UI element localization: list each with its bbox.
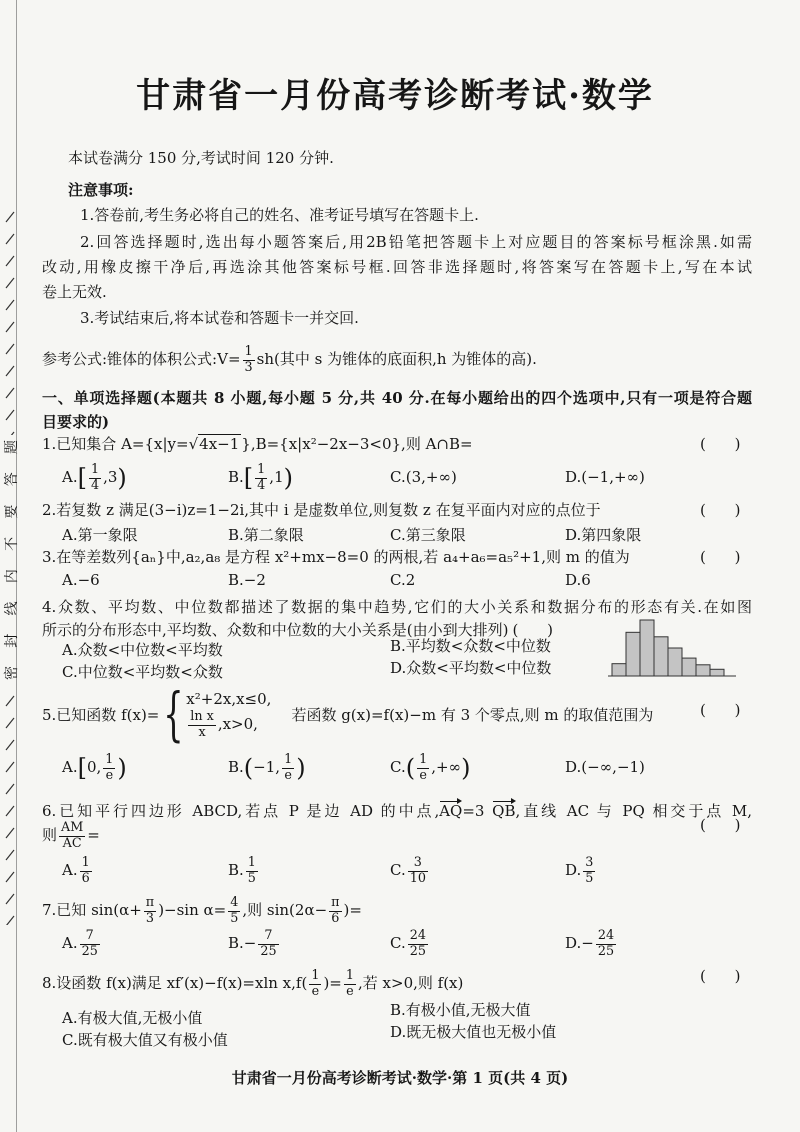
notice-item-3: 3.考试结束后,将本试卷和答题卡一并交回.: [80, 309, 359, 327]
q4-option-b: B.平均数<众数<中位数: [390, 637, 551, 655]
close-bracket: ): [283, 464, 293, 492]
q3-option-a: A.−6: [62, 571, 100, 589]
exam-intro: 本试卷满分 150 分,考试时间 120 分钟.: [68, 149, 334, 167]
notice-item-2-line-1: 2.回答选择题时,选出每小题答案后,用2B铅笔把答题卡上对应题目的答案标号框涂黑.如需: [80, 233, 752, 251]
case-2-condition: ,x>0,: [217, 715, 258, 733]
fraction-denominator: 3: [244, 359, 253, 375]
fraction-denominator: 10: [409, 870, 426, 886]
fraction-numerator: 7: [258, 929, 278, 945]
option-label: B.: [228, 758, 244, 776]
q2-stem: 2.若复数 z 满足(3−i)z=1−2i,其中 i 是虚数单位,则复数 z 在复平面内对应的点位于: [42, 501, 601, 519]
option-fraction: [80, 929, 100, 959]
option-label: D.: [565, 861, 582, 879]
q6-option-d: [565, 855, 597, 886]
fraction-numerator: 1: [81, 854, 90, 870]
fraction-denominator: e: [311, 983, 320, 999]
reference-formula: [42, 344, 537, 375]
q3-answer-paren: ( ): [700, 548, 753, 566]
option-fraction: [80, 856, 92, 886]
q7-part-2: )−sin α=: [158, 901, 227, 919]
option-label: C.: [390, 758, 406, 776]
minus-sign: −: [243, 934, 257, 952]
q6-stem-line-2: [42, 820, 100, 851]
q4-option-a: A.众数<中位数<平均数: [62, 641, 223, 659]
fraction-numerator: ln x: [190, 708, 214, 724]
histogram-bar: [654, 637, 668, 676]
q6-option-a: [62, 855, 94, 886]
histogram-bar: [626, 632, 640, 676]
histogram-bar: [640, 620, 654, 676]
q4-stem-line-1: 4.众数、平均数、中位数都描述了数据的集中趋势,它们的大小关系和数据分布的形态有关.在如图: [42, 598, 752, 616]
q7-part-1: 7.已知 sin(α+: [42, 901, 142, 919]
distribution-histogram: [604, 612, 740, 680]
option-rest: ,1: [269, 468, 284, 486]
fraction-numerator: 4: [230, 894, 239, 910]
q6-stem-mid: =3: [462, 802, 493, 820]
option-label: A.: [62, 758, 78, 776]
q6-answer-paren: ( ): [700, 816, 753, 834]
fraction-denominator: 6: [81, 870, 90, 886]
fraction-numerator: 1: [257, 461, 266, 477]
piecewise-case-1: x²+2x,x≤0,: [186, 689, 272, 708]
fraction-numerator: 3: [408, 856, 428, 872]
q5-option-b: [228, 752, 306, 783]
fraction-numerator: π: [145, 894, 155, 910]
fraction-denominator: 6: [331, 910, 340, 926]
exam-title: 甘肃省一月份高考诊断考试·数学: [136, 76, 654, 116]
piecewise-brace: [164, 685, 184, 743]
option-fraction: [583, 856, 595, 886]
fraction-numerator: 1: [284, 751, 293, 767]
q3-stem: 3.在等差数列{aₙ}中,a₂,a₈ 是方程 x²+mx−8=0 的两根,若 a₄+a₆=a₅²+1,则 m 的值为: [42, 548, 630, 566]
notice-item-1: 1.答卷前,考生务必将自己的姓名、准考证号填写在答题卡上.: [80, 206, 479, 224]
q3-option-c: C.2: [390, 571, 416, 589]
section-heading-line-2: 目要求的): [42, 413, 110, 431]
q6-stem-post: ,直线 AC 与 PQ 相交于点 M,: [515, 802, 752, 820]
q3-option-d: D.6: [565, 571, 591, 589]
fraction-denominator: x: [198, 724, 206, 740]
q4-option-d: D.众数<平均数<中位数: [390, 659, 552, 677]
q7-part-3: ,则 sin(2α−: [242, 901, 328, 919]
histogram-bar: [710, 669, 724, 676]
fraction-denominator: 25: [81, 943, 98, 959]
fraction-denominator: 25: [260, 943, 277, 959]
q8-answer-paren: ( ): [700, 967, 753, 985]
option-label: B.: [228, 861, 244, 879]
q6-option-b: [228, 855, 260, 886]
case-fraction: [188, 710, 216, 740]
open-bracket: (: [405, 754, 416, 782]
formula-suffix: sh(其中 s 为锥体的底面积,h 为锥体的高).: [256, 350, 537, 368]
option-pre: 0,: [86, 758, 102, 776]
option-label: C.: [390, 861, 406, 879]
fraction-denominator: 25: [409, 943, 426, 959]
q1-stem-post: },B={x|x²−2x−3<0},则 A∩B=: [241, 435, 473, 453]
q8-fraction-2: [344, 969, 356, 999]
q5-stem: [42, 681, 653, 747]
fraction-numerator: 1: [311, 967, 320, 983]
fraction-denominator: 4: [90, 477, 100, 493]
q2-option-c: C.第三象限: [390, 526, 466, 544]
q1-stem-pre: 1.已知集合 A={x|y=: [42, 435, 189, 453]
q2-answer-paren: ( ): [700, 501, 753, 519]
histogram-bar: [696, 665, 710, 676]
histogram-bar: [682, 658, 696, 676]
fraction-numerator: 7: [80, 929, 100, 945]
option-label: C.: [390, 934, 406, 952]
q1-stem: [42, 434, 473, 454]
q8-part-1: 8.设函数 f(x)满足 xf′(x)−f(x)=xln x,f(: [42, 974, 308, 992]
q7-option-b: [228, 928, 281, 959]
fraction-denominator: e: [419, 767, 427, 783]
seal-line-notice: 密封线内不要答题: [4, 440, 20, 680]
fraction-numerator: π: [331, 894, 340, 910]
q7-option-a: [62, 928, 102, 959]
q5-stem-pre: 5.已知函数 f(x)=: [42, 705, 160, 724]
option-rest: ,3: [103, 468, 118, 486]
option-label: A.: [62, 861, 78, 879]
q1-option-d: D.(−1,+∞): [565, 468, 645, 486]
q5-option-c: [390, 752, 470, 783]
section-heading-line-1: 一、单项选择题(本题共 8 小题,每小题 5 分,共 40 分.在每小题给出的四个选项中,只有一项是符合题: [42, 389, 752, 407]
notice-item-2-line-3: 卷上无效.: [42, 283, 107, 301]
fraction-numerator: 1: [90, 461, 100, 477]
piecewise-cases: [186, 688, 271, 740]
option-label: B.: [228, 468, 244, 486]
q7-option-d: [565, 928, 618, 959]
option-fraction: [246, 856, 258, 886]
q8-stem: [42, 968, 463, 999]
fraction-denominator: 5: [230, 910, 239, 926]
fraction-denominator: 5: [247, 870, 256, 886]
option-fraction: [255, 463, 267, 493]
fraction-denominator: e: [284, 767, 292, 783]
close-bracket: ): [461, 754, 471, 782]
option-fraction: [596, 929, 616, 959]
q3-option-b: B.−2: [228, 571, 266, 589]
q1-option-b: [228, 462, 293, 493]
q8-part-3: ,若 x>0,则 f(x): [358, 974, 464, 992]
page-footer: 甘肃省一月份高考诊断考试·数学·第 1 页(共 4 页): [231, 1069, 569, 1087]
fraction-numerator: AM: [61, 819, 84, 835]
q7-stem: [42, 895, 362, 926]
q1-option-c: C.(3,+∞): [390, 468, 457, 486]
fraction-denominator: e: [105, 767, 114, 783]
fraction-denominator: e: [346, 983, 354, 999]
q7-fraction-1: [144, 896, 156, 926]
q8-option-d: D.既无极大值也无极小值: [390, 1023, 557, 1041]
fraction-numerator: 1: [419, 751, 428, 767]
sqrt-radicand: 4x−1: [199, 435, 240, 453]
q2-option-b: B.第二象限: [228, 526, 304, 544]
q2-option-d: D.第四象限: [565, 526, 642, 544]
open-bracket: [: [77, 464, 87, 492]
q4-answer-paren: ( ): [512, 621, 565, 639]
q5-answer-paren: ( ): [700, 701, 753, 719]
q5-option-d: D.(−∞,−1): [565, 758, 645, 776]
fraction-numerator: 24: [409, 927, 426, 943]
option-fraction: [258, 929, 278, 959]
histogram-bar: [612, 664, 626, 676]
close-bracket: ): [117, 754, 127, 782]
q8-option-c: C.既有极大值又有极小值: [62, 1031, 228, 1049]
fraction-denominator: 5: [585, 870, 594, 886]
sqrt-expression: [189, 434, 242, 453]
close-bracket: ): [117, 464, 127, 492]
notice-heading: 注意事项:: [68, 181, 134, 199]
q5-option-a: [62, 752, 127, 783]
notice-item-2-line-2: 改动,用橡皮擦干净后,再选涂其他答案标号框.回答非选择题时,将答案写在答题卡上,写在本试: [42, 258, 752, 276]
fraction-numerator: 1: [345, 967, 354, 983]
piecewise-case-2: [186, 710, 271, 740]
q7-fraction-2: [228, 896, 240, 926]
fraction-numerator: 1: [244, 343, 253, 359]
q6-stem-line-1: [42, 801, 752, 821]
minus-sign: −: [581, 934, 594, 952]
q6-option-c: [390, 855, 430, 886]
q7-option-c: [390, 928, 430, 959]
option-fraction: [282, 753, 294, 783]
q1-answer-paren: ( ): [700, 435, 753, 453]
q7-part-4: )=: [343, 901, 362, 919]
option-label: B.: [228, 934, 244, 952]
q6-stem-pre: 6.已知平行四边形 ABCD,若点 P 是边 AD 的中点,: [42, 802, 440, 820]
option-post: ,+∞: [431, 758, 462, 776]
fraction-denominator: 3: [145, 910, 155, 926]
open-bracket: (: [243, 754, 254, 782]
q4-stem-line-2-text: 所示的分布形态中,平均数、众数和中位数的大小关系是(由小到大排列): [42, 621, 509, 639]
vector-aq: AQ: [439, 802, 463, 820]
option-fraction: [417, 753, 429, 783]
open-bracket: [: [243, 464, 254, 492]
option-fraction: [103, 753, 115, 783]
fraction-numerator: 1: [105, 751, 114, 767]
q1-option-a: [62, 462, 127, 493]
fraction-denominator: 4: [257, 477, 266, 493]
q4-option-c: C.中位数<平均数<众数: [62, 663, 223, 681]
formula-prefix: 参考公式:锥体的体积公式:V=: [42, 350, 241, 368]
formula-fraction: [243, 345, 255, 375]
q8-option-b: B.有极小值,无极大值: [390, 1001, 531, 1019]
q6-line-2-post: =: [87, 826, 100, 844]
histogram-bar: [668, 648, 682, 676]
fraction-numerator: 1: [247, 854, 256, 870]
q8-part-2: )=: [323, 974, 342, 992]
q5-stem-post: 若函数 g(x)=f(x)−m 有 3 个零点,则 m 的取值范围为: [291, 705, 654, 724]
fraction-denominator: AC: [62, 835, 82, 851]
q8-fraction-1: [309, 969, 321, 999]
q7-fraction-3: [329, 896, 341, 926]
q6-line-2-pre: 则: [42, 826, 58, 844]
option-label: A.: [62, 934, 78, 952]
option-label: D.: [565, 934, 582, 952]
option-fraction: [408, 929, 428, 959]
open-bracket: [: [77, 754, 87, 782]
fraction-denominator: 25: [597, 943, 615, 959]
vector-qb: QB: [492, 802, 516, 820]
option-pre: −1,: [253, 758, 281, 776]
fraction-numerator: 24: [597, 927, 615, 943]
option-fraction: [89, 463, 101, 493]
close-bracket: ): [296, 754, 306, 782]
q8-option-a: A.有极大值,无极小值: [62, 1009, 203, 1027]
option-label: A.: [62, 468, 78, 486]
q6-ratio-fraction: [59, 821, 85, 851]
option-fraction: [408, 856, 428, 886]
q2-option-a: A.第一象限: [62, 526, 138, 544]
fraction-numerator: 3: [585, 854, 594, 870]
